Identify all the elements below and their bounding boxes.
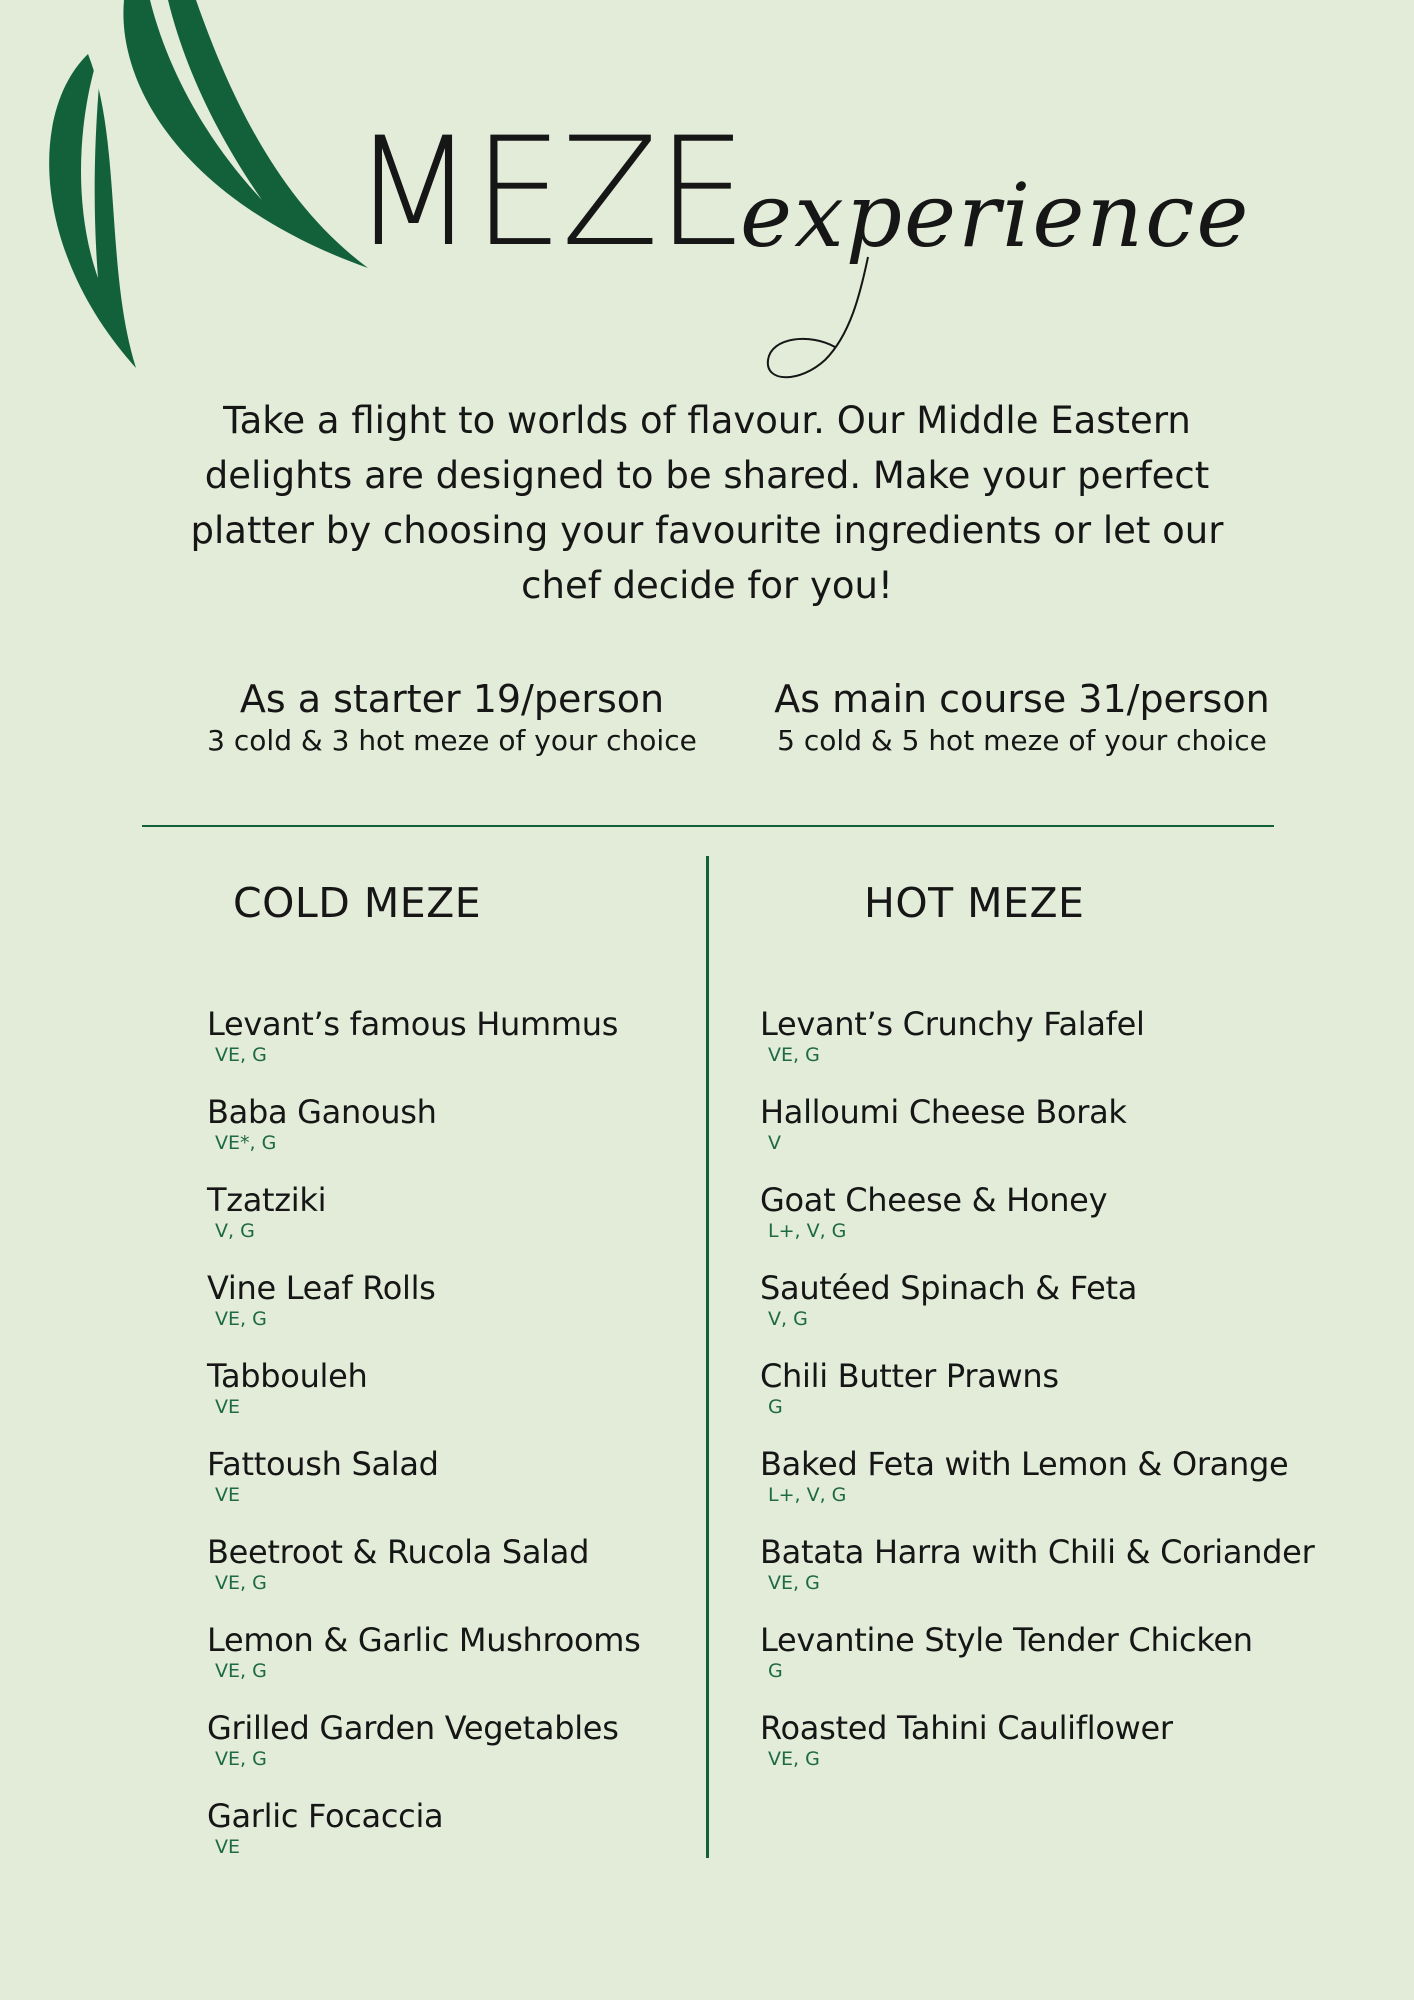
dish-name: Batata Harra with Chili & Coriander [760, 1533, 1315, 1571]
vertical-divider [706, 856, 709, 1858]
hot-meze-heading: HOT MEZE [864, 879, 1085, 927]
script-swash-icon [740, 255, 890, 395]
intro-text: Take a flight to worlds of flavour. Our Middle Eastern delights are designed to be shared. Make your perfect platter by choosing your favourite ingredients or let our chef decide for you! [190, 399, 1224, 607]
dietary-tags: V, G [215, 1220, 255, 1242]
dietary-tags: L+, V, G [768, 1484, 847, 1506]
dietary-tags: VE, G [768, 1748, 820, 1770]
dietary-tags: VE, G [215, 1572, 267, 1594]
dietary-tags: G [768, 1660, 783, 1682]
dietary-tags: VE, G [215, 1660, 267, 1682]
main-course-detail: 5 cold & 5 hot meze of your choice [777, 724, 1267, 757]
dietary-tags: VE, G [215, 1748, 267, 1770]
list-item [760, 1708, 1380, 1796]
list-item [207, 1620, 687, 1708]
menu-title: MEZE [352, 106, 746, 280]
dish-name: Sautéed Spinach & Feta [760, 1269, 1138, 1307]
main-course-pricing [742, 675, 1302, 759]
dish-name: Baked Feta with Lemon & Orange [760, 1445, 1289, 1483]
cold-meze-heading: COLD MEZE [233, 879, 482, 927]
list-item [207, 1356, 687, 1444]
dish-name: Fattoush Salad [207, 1445, 439, 1483]
list-item [760, 1444, 1380, 1532]
list-item [207, 1796, 687, 1884]
list-item [207, 1708, 687, 1796]
dietary-tags: V [768, 1132, 781, 1154]
list-item [760, 1532, 1380, 1620]
list-item [760, 1268, 1380, 1356]
list-item [207, 1268, 687, 1356]
list-item [207, 1532, 687, 1620]
starter-pricing [182, 675, 722, 759]
dish-name: Vine Leaf Rolls [207, 1269, 436, 1307]
list-item [760, 1004, 1380, 1092]
dietary-tags: G [768, 1396, 783, 1418]
dish-name: Levantine Style Tender Chicken [760, 1621, 1253, 1659]
horizontal-divider [142, 825, 1274, 827]
dish-name: Beetroot & Rucola Salad [207, 1533, 590, 1571]
dish-name: Levant’s Crunchy Falafel [760, 1005, 1145, 1043]
dietary-tags: VE, G [215, 1044, 267, 1066]
menu-title-script: experience [740, 164, 1251, 267]
dish-name: Lemon & Garlic Mushrooms [207, 1621, 641, 1659]
dietary-tags: VE [215, 1396, 241, 1418]
dish-name: Garlic Focaccia [207, 1797, 444, 1835]
list-item [760, 1092, 1380, 1180]
list-item [207, 1004, 687, 1092]
main-course-price: As main course 31/person [774, 677, 1270, 721]
dietary-tags: L+, V, G [768, 1220, 847, 1242]
dietary-tags: V, G [768, 1308, 808, 1330]
dietary-tags: VE [215, 1484, 241, 1506]
dietary-tags: VE, G [768, 1044, 820, 1066]
list-item [760, 1356, 1380, 1444]
list-item [207, 1180, 687, 1268]
dish-name: Roasted Tahini Cauliflower [760, 1709, 1173, 1747]
dietary-tags: VE, G [768, 1572, 820, 1594]
dietary-tags: VE*, G [215, 1132, 277, 1154]
cold-meze-list [207, 1004, 687, 1884]
starter-price: As a starter 19/person [239, 677, 665, 721]
dish-name: Baba Ganoush [207, 1093, 437, 1131]
hot-meze-list [760, 1004, 1380, 1796]
starter-detail: 3 cold & 3 hot meze of your choice [207, 724, 697, 757]
dietary-tags: VE, G [215, 1308, 267, 1330]
list-item [207, 1444, 687, 1532]
dish-name: Chili Butter Prawns [760, 1357, 1059, 1395]
list-item [760, 1180, 1380, 1268]
list-item [760, 1620, 1380, 1708]
dish-name: Tzatziki [207, 1181, 327, 1219]
dietary-tags: VE [215, 1836, 241, 1858]
leaves-icon [0, 0, 380, 380]
list-item [207, 1092, 687, 1180]
dish-name: Levant’s famous Hummus [207, 1005, 619, 1043]
dish-name: Grilled Garden Vegetables [207, 1709, 619, 1747]
dish-name: Tabbouleh [207, 1357, 368, 1395]
dish-name: Goat Cheese & Honey [760, 1181, 1108, 1219]
dish-name: Halloumi Cheese Borak [760, 1093, 1127, 1131]
